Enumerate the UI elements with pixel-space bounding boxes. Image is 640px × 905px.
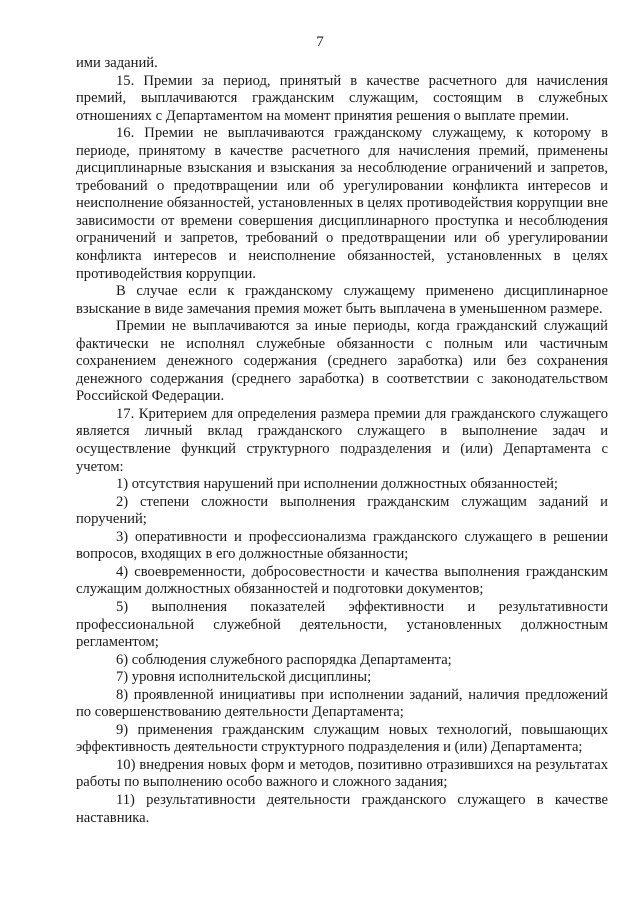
- paragraph-reprimand-case: В случае если к гражданскому служащему применено дисциплинарное взыскание в виде замечания премия может быть выплачена в уменьшенном размере.: [76, 283, 608, 317]
- paragraph-item-15: 15. Премии за период, принятый в качестве расчетного для начисления премий, выплачиваются гражданским служащим, состоящим в служебных отношениях с Департаментом на момент принятия решения о выплате премии.: [76, 72, 608, 124]
- paragraph-other-periods: Премии не выплачиваются за иные периоды, когда гражданский служащий фактически не исполнял служебные обязанности с полным или частичным сохранением денежного содержания (среднего заработка) или без сохранения денежного содержания (среднего заработка) в соответствии с законодательством Российской Федерации.: [76, 318, 608, 405]
- page-number: 7: [316, 34, 324, 50]
- paragraph-item-17: 17. Критерием для определения размера премии для гражданского служащего является личный вклад гражданского служащего в выполнение задач и осуществление функций структурного подразделения и (или) Департамента с учетом:: [76, 405, 608, 475]
- criterion-5: 5) выполнения показателей эффективности и результативности профессиональной служебной деятельности, установленных должностным регламентом;: [76, 598, 608, 651]
- criterion-9: 9) применения гражданским служащим новых технологий, повышающих эффективность деятельности структурного подразделения и (или) Департамента;: [76, 721, 608, 756]
- paragraph-continuation: ими заданий.: [76, 55, 158, 71]
- criterion-10: 10) внедрения новых форм и методов, позитивно отразившихся на результатах работы по выполнению особо важного и сложного задания;: [76, 756, 608, 791]
- document-body: [76, 55, 608, 827]
- criterion-2: 2) степени сложности выполнения гражданским служащим заданий и поручений;: [76, 493, 608, 528]
- criterion-1: 1) отсутствия нарушений при исполнении должностных обязанностей;: [116, 476, 558, 493]
- criterion-8: 8) проявленной инициативы при исполнении заданий, наличия предложений по совершенствованию деятельности Департамента;: [76, 686, 608, 721]
- criterion-6: 6) соблюдения служебного распорядка Департамента;: [116, 651, 452, 668]
- criterion-3: 3) оперативности и профессионализма гражданского служащего в решении вопросов, входящих в его должностные обязанности;: [76, 528, 608, 563]
- criterion-4: 4) своевременности, добросовестности и качества выполнения гражданским служащим должностных обязанностей и подготовки документов;: [76, 563, 608, 598]
- criterion-11: 11) результативности деятельности гражданского служащего в качестве наставника.: [76, 791, 608, 826]
- paragraph-item-16: 16. Премии не выплачиваются гражданскому служащему, к которому в периоде, принятому в качестве расчетного для начисления премий, применены дисциплинарные взыскания и взыскания за несоблюдение ограничений и запретов, требований о предотвращении или об урегулировании конфликта интересов и неисполнение обязанностей, установленных в целях противодействия коррупции вне зависимости от времени совершения дисциплинарного проступка и несоблюдения ограничений и запретов, требований о предотвращении или об урегулировании конфликта интересов и неисполнение обязанностей, установленных в целях противодействия коррупции.: [76, 125, 608, 282]
- criterion-7: 7) уровня исполнительской дисциплины;: [116, 669, 372, 686]
